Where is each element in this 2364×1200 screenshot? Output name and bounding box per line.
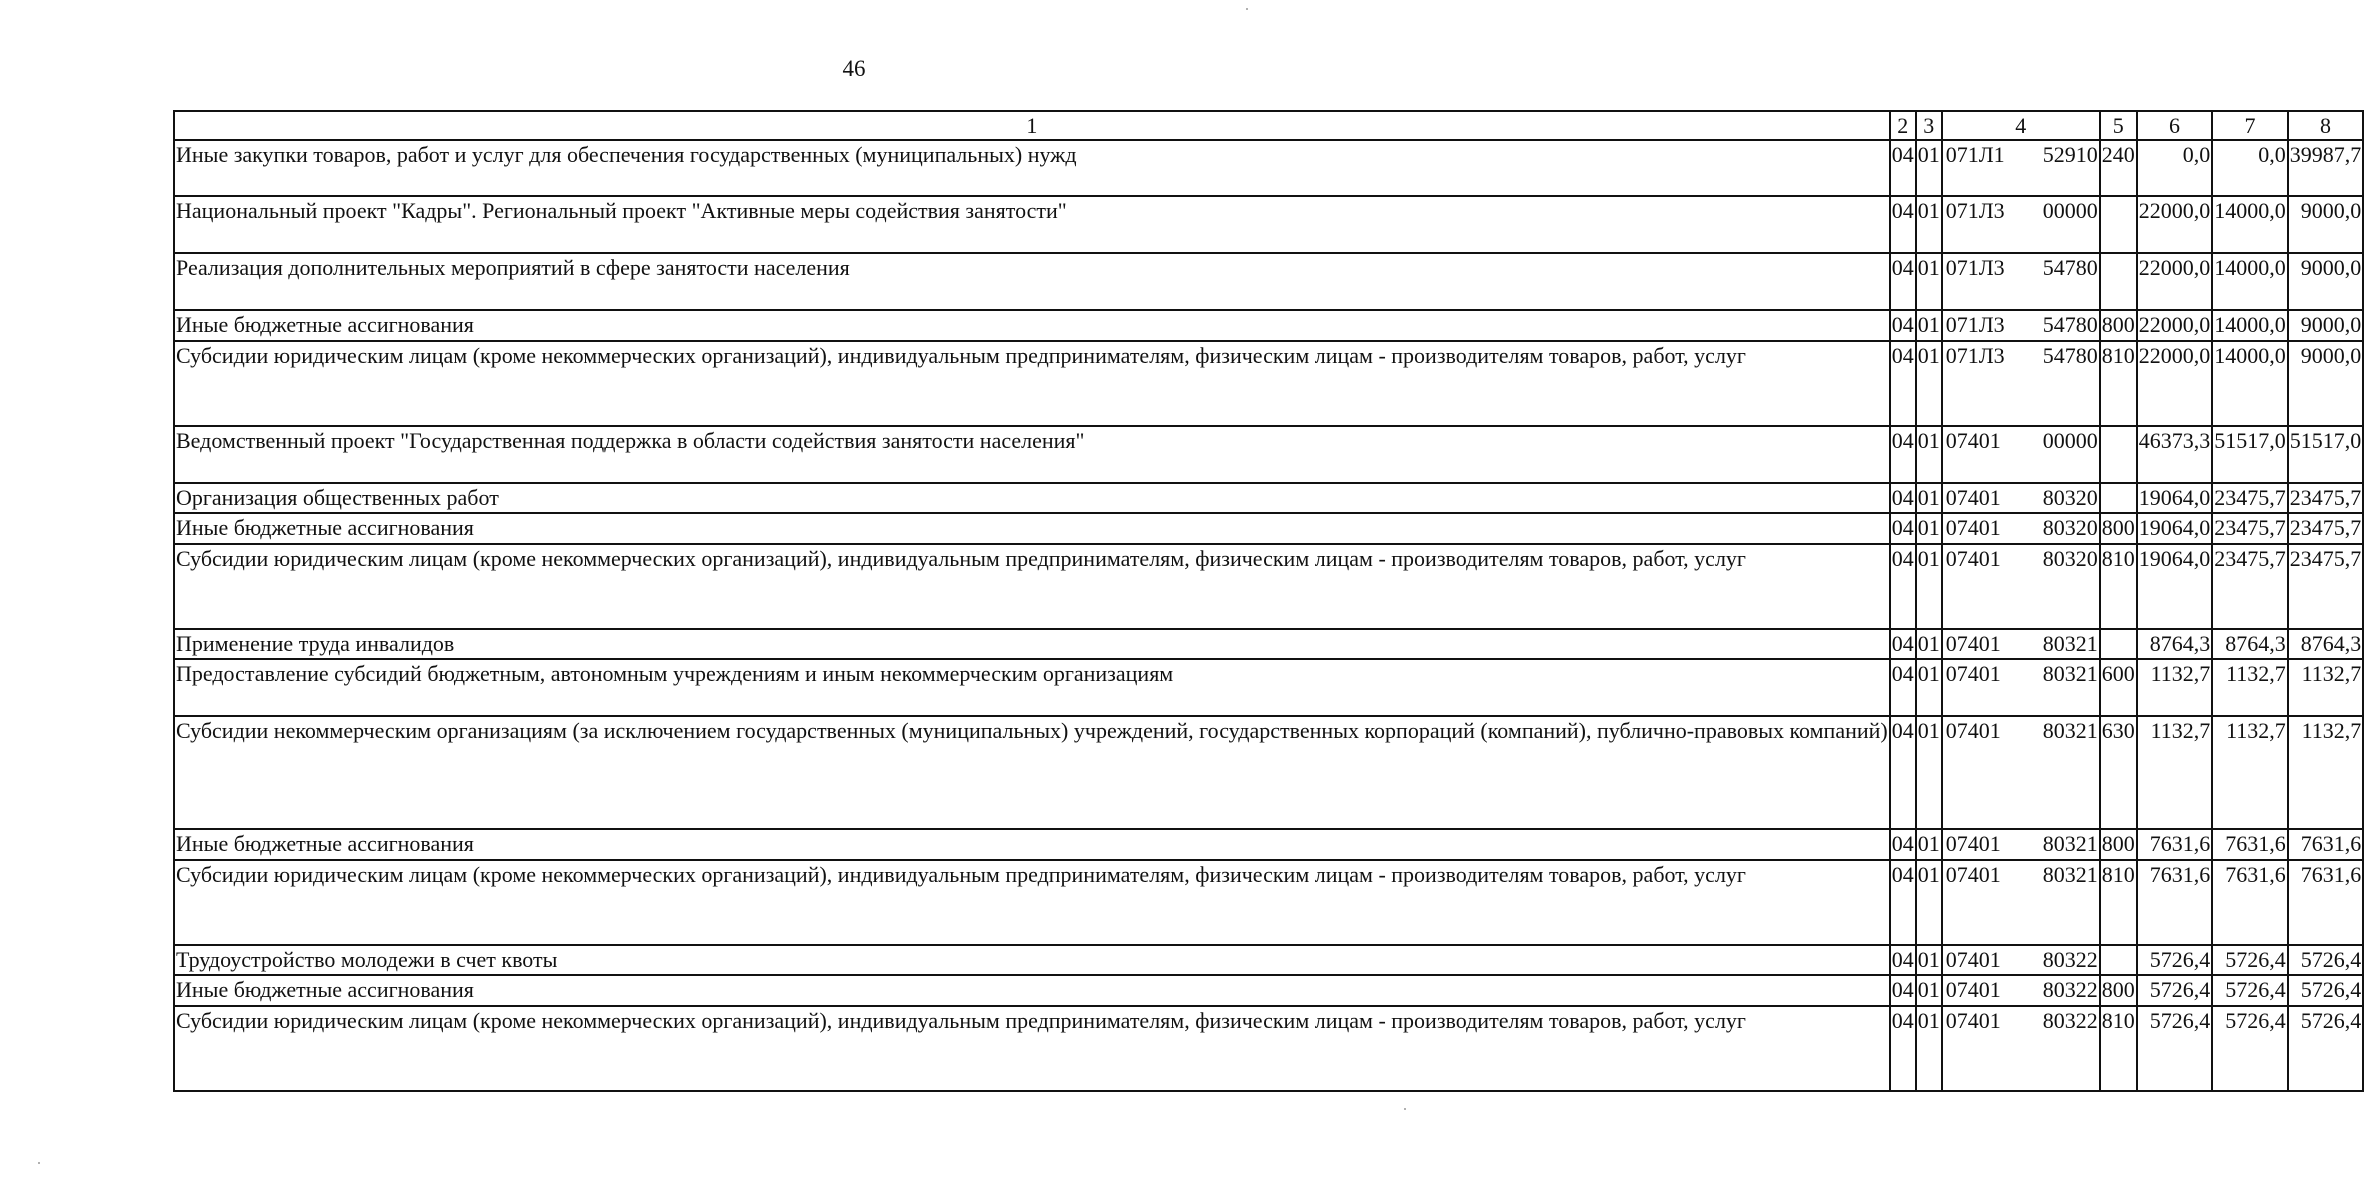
section-code: 04 <box>1890 1006 1916 1091</box>
amount-col-6: 19064,0 <box>2137 513 2213 544</box>
row-name-cell <box>174 659 1890 716</box>
amount-col-6: 7631,6 <box>2137 829 2213 860</box>
section-code: 04 <box>1890 629 1916 660</box>
subsection-code: 01 <box>1916 1006 1942 1091</box>
target-article-cell <box>1942 483 2100 514</box>
amount-col-6: 22000,0 <box>2137 196 2213 253</box>
row-name-cell <box>174 829 1890 860</box>
direction-code: 00000 <box>2042 427 2098 453</box>
program-code: 07401 <box>1945 1007 2001 1033</box>
direction-code: 54780 <box>2042 342 2098 368</box>
section-code: 04 <box>1890 829 1916 860</box>
program-code: 07401 <box>1945 977 2001 1002</box>
amount-col-7: 14000,0 <box>2212 253 2288 310</box>
row-name-cell <box>174 341 1890 426</box>
section-code: 04 <box>1890 426 1916 483</box>
table-row <box>174 716 2363 829</box>
table-row <box>174 483 2363 514</box>
amount-col-7: 23475,7 <box>2212 483 2288 514</box>
amount-col-6: 22000,0 <box>2137 253 2213 310</box>
target-article-cell <box>1942 1006 2100 1091</box>
row-name: Национальный проект "Кадры". Региональный проект "Активные меры содействия занятости" <box>176 198 1067 223</box>
expense-type-code <box>2100 629 2137 660</box>
row-name: Реализация дополнительных мероприятий в сфере занятости населения <box>176 255 850 280</box>
row-name-cell <box>174 310 1890 341</box>
program-code: 07401 <box>1945 661 2001 686</box>
amount-col-6: 1132,7 <box>2137 659 2213 716</box>
table-row <box>174 544 2363 629</box>
amount-col-8: 1132,7 <box>2288 716 2364 829</box>
target-article-cell <box>1942 513 2100 544</box>
amount-col-7: 14000,0 <box>2212 341 2288 426</box>
amount-col-6: 0,0 <box>2137 140 2213 196</box>
expense-type-code: 800 <box>2100 513 2137 544</box>
direction-code: 80321 <box>2042 661 2098 686</box>
expense-type-code: 800 <box>2100 310 2137 341</box>
budget-table <box>173 110 2364 1092</box>
row-name: Трудоустройство молодежи в счет квоты <box>176 946 558 972</box>
direction-code: 52910 <box>2042 142 2098 167</box>
row-name: Субсидии некоммерческим организациям (за исключением государственных (муниципальных) учреждений, государственных корпораций (компаний), публично-правовых компаний) <box>176 718 1888 743</box>
row-name: Иные бюджетные ассигнования <box>176 515 474 540</box>
amount-col-7: 23475,7 <box>2212 544 2288 629</box>
program-code: 07401 <box>1945 831 2001 856</box>
amount-col-8: 9000,0 <box>2288 253 2364 310</box>
expense-type-code: 630 <box>2100 716 2137 829</box>
table-row <box>174 975 2363 1006</box>
table-row <box>174 659 2363 716</box>
row-name-cell <box>174 196 1890 253</box>
row-name-cell <box>174 975 1890 1006</box>
amount-col-8: 1132,7 <box>2288 659 2364 716</box>
expense-type-code <box>2100 945 2137 976</box>
amount-col-7: 7631,6 <box>2212 860 2288 945</box>
direction-code: 80321 <box>2042 861 2098 887</box>
amount-col-8: 5726,4 <box>2288 975 2364 1006</box>
amount-col-8: 9000,0 <box>2288 196 2364 253</box>
expense-type-code: 800 <box>2100 829 2137 860</box>
amount-col-6: 46373,3 <box>2137 426 2213 483</box>
subsection-code: 01 <box>1916 945 1942 976</box>
expense-type-code: 810 <box>2100 860 2137 945</box>
header-cell: 8 <box>2288 111 2364 140</box>
row-name-cell <box>174 483 1890 514</box>
row-name-cell <box>174 945 1890 976</box>
amount-col-7: 51517,0 <box>2212 426 2288 483</box>
direction-code: 80320 <box>2042 515 2098 540</box>
amount-col-6: 5726,4 <box>2137 945 2213 976</box>
header-cell: 7 <box>2212 111 2288 140</box>
header-row <box>174 111 2363 140</box>
row-name: Применение труда инвалидов <box>176 630 455 656</box>
table-row <box>174 513 2363 544</box>
amount-col-8: 9000,0 <box>2288 310 2364 341</box>
table-row <box>174 1006 2363 1091</box>
program-code: 07401 <box>1945 946 2001 972</box>
subsection-code: 01 <box>1916 659 1942 716</box>
amount-col-7: 14000,0 <box>2212 310 2288 341</box>
subsection-code: 01 <box>1916 341 1942 426</box>
section-code: 04 <box>1890 253 1916 310</box>
amount-col-7: 5726,4 <box>2212 945 2288 976</box>
row-name-cell <box>174 426 1890 483</box>
header-cell: 6 <box>2137 111 2213 140</box>
subsection-code: 01 <box>1916 860 1942 945</box>
subsection-code: 01 <box>1916 196 1942 253</box>
row-name-cell <box>174 716 1890 829</box>
subsection-code: 01 <box>1916 975 1942 1006</box>
amount-col-6: 19064,0 <box>2137 483 2213 514</box>
scan-speck <box>1404 1108 1406 1110</box>
row-name: Иные бюджетные ассигнования <box>176 831 474 856</box>
subsection-code: 01 <box>1916 426 1942 483</box>
row-name: Субсидии юридическим лицам (кроме некоммерческих организаций), индивидуальным предпринимателям, физическим лицам - производителям товаров, работ, услуг <box>176 342 1746 368</box>
row-name: Субсидии юридическим лицам (кроме некоммерческих организаций), индивидуальным предпринимателям, физическим лицам - производителям товаров, работ, услуг <box>176 1007 1746 1033</box>
amount-col-8: 8764,3 <box>2288 629 2364 660</box>
direction-code: 54780 <box>2042 312 2098 337</box>
amount-col-6: 8764,3 <box>2137 629 2213 660</box>
subsection-code: 01 <box>1916 310 1942 341</box>
program-code: 07401 <box>1945 484 2001 510</box>
program-code: 07401 <box>1945 545 2001 571</box>
table-row <box>174 140 2363 196</box>
table-row <box>174 829 2363 860</box>
section-code: 04 <box>1890 544 1916 629</box>
subsection-code: 01 <box>1916 253 1942 310</box>
amount-col-8: 39987,7 <box>2288 140 2364 196</box>
amount-col-8: 23475,7 <box>2288 483 2364 514</box>
header-cell: 1 <box>174 111 1890 140</box>
amount-col-8: 51517,0 <box>2288 426 2364 483</box>
target-article-cell <box>1942 975 2100 1006</box>
section-code: 04 <box>1890 196 1916 253</box>
amount-col-6: 19064,0 <box>2137 544 2213 629</box>
program-code: 071Л3 <box>1945 342 2005 368</box>
amount-col-6: 1132,7 <box>2137 716 2213 829</box>
section-code: 04 <box>1890 140 1916 196</box>
target-article-cell <box>1942 341 2100 426</box>
row-name-cell <box>174 629 1890 660</box>
header-cell: 4 <box>1942 111 2100 140</box>
row-name: Ведомственный проект "Государственная поддержка в области содействия занятости населения" <box>176 427 1085 453</box>
amount-col-8: 23475,7 <box>2288 544 2364 629</box>
program-code: 071Л1 <box>1945 142 2005 167</box>
page-number: 46 <box>842 56 866 81</box>
section-code: 04 <box>1890 483 1916 514</box>
amount-col-8: 7631,6 <box>2288 829 2364 860</box>
target-article-cell <box>1942 860 2100 945</box>
header-cell: 2 <box>1890 111 1916 140</box>
row-name-cell <box>174 544 1890 629</box>
amount-col-7: 5726,4 <box>2212 975 2288 1006</box>
amount-col-6: 5726,4 <box>2137 1006 2213 1091</box>
target-article-cell <box>1942 716 2100 829</box>
expense-type-code: 810 <box>2100 1006 2137 1091</box>
scan-speck <box>38 1162 40 1164</box>
amount-col-7: 8764,3 <box>2212 629 2288 660</box>
section-code: 04 <box>1890 975 1916 1006</box>
subsection-code: 01 <box>1916 716 1942 829</box>
expense-type-code: 810 <box>2100 544 2137 629</box>
target-article-cell <box>1942 196 2100 253</box>
table-row <box>174 253 2363 310</box>
target-article-cell <box>1942 629 2100 660</box>
subsection-code: 01 <box>1916 140 1942 196</box>
table-row <box>174 196 2363 253</box>
amount-col-8: 9000,0 <box>2288 341 2364 426</box>
program-code: 07401 <box>1945 630 2001 656</box>
expense-type-code: 600 <box>2100 659 2137 716</box>
direction-code: 80320 <box>2042 545 2098 571</box>
expense-type-code <box>2100 196 2137 253</box>
direction-code: 80321 <box>2042 718 2098 743</box>
amount-col-6: 7631,6 <box>2137 860 2213 945</box>
row-name: Организация общественных работ <box>176 484 499 510</box>
amount-col-7: 23475,7 <box>2212 513 2288 544</box>
scan-speck <box>1246 8 1248 10</box>
target-article-cell <box>1942 253 2100 310</box>
row-name: Субсидии юридическим лицам (кроме некоммерческих организаций), индивидуальным предпринимателям, физическим лицам - производителям товаров, работ, услуг <box>176 861 1746 887</box>
amount-col-7: 1132,7 <box>2212 659 2288 716</box>
amount-col-7: 1132,7 <box>2212 716 2288 829</box>
target-article-cell <box>1942 544 2100 629</box>
row-name: Иные бюджетные ассигнования <box>176 977 474 1002</box>
amount-col-8: 5726,4 <box>2288 1006 2364 1091</box>
row-name-cell <box>174 253 1890 310</box>
table-body <box>174 140 2363 1091</box>
expense-type-code: 240 <box>2100 140 2137 196</box>
expense-type-code <box>2100 483 2137 514</box>
section-code: 04 <box>1890 716 1916 829</box>
row-name: Иные бюджетные ассигнования <box>176 312 474 337</box>
program-code: 07401 <box>1945 515 2001 540</box>
target-article-cell <box>1942 310 2100 341</box>
amount-col-6: 22000,0 <box>2137 310 2213 341</box>
row-name: Субсидии юридическим лицам (кроме некоммерческих организаций), индивидуальным предпринимателям, физическим лицам - производителям товаров, работ, услуг <box>176 545 1746 571</box>
target-article-cell <box>1942 140 2100 196</box>
section-code: 04 <box>1890 513 1916 544</box>
section-code: 04 <box>1890 310 1916 341</box>
table-row <box>174 945 2363 976</box>
target-article-cell <box>1942 829 2100 860</box>
amount-col-6: 22000,0 <box>2137 341 2213 426</box>
row-name-cell <box>174 140 1890 196</box>
amount-col-7: 5726,4 <box>2212 1006 2288 1091</box>
target-article-cell <box>1942 659 2100 716</box>
section-code: 04 <box>1890 945 1916 976</box>
subsection-code: 01 <box>1916 513 1942 544</box>
section-code: 04 <box>1890 341 1916 426</box>
subsection-code: 01 <box>1916 829 1942 860</box>
program-code: 07401 <box>1945 427 2001 453</box>
program-code: 07401 <box>1945 861 2001 887</box>
header-cell: 3 <box>1916 111 1942 140</box>
row-name: Предоставление субсидий бюджетным, автономным учреждениям и иным некоммерческим организациям <box>176 661 1174 686</box>
direction-code: 80322 <box>2042 1007 2098 1033</box>
target-article-cell <box>1942 426 2100 483</box>
target-article-cell <box>1942 945 2100 976</box>
table-row <box>174 310 2363 341</box>
expense-type-code <box>2100 253 2137 310</box>
program-code: 07401 <box>1945 718 2001 743</box>
amount-col-7: 0,0 <box>2212 140 2288 196</box>
expense-type-code <box>2100 426 2137 483</box>
table-row <box>174 860 2363 945</box>
program-code: 071Л3 <box>1945 198 2005 223</box>
amount-col-6: 5726,4 <box>2137 975 2213 1006</box>
direction-code: 80322 <box>2042 977 2098 1002</box>
amount-col-8: 5726,4 <box>2288 945 2364 976</box>
amount-col-7: 14000,0 <box>2212 196 2288 253</box>
header-cell: 5 <box>2100 111 2137 140</box>
amount-col-7: 7631,6 <box>2212 829 2288 860</box>
expense-type-code: 810 <box>2100 341 2137 426</box>
section-code: 04 <box>1890 860 1916 945</box>
table-row <box>174 629 2363 660</box>
program-code: 071Л3 <box>1945 312 2005 337</box>
row-name-cell <box>174 513 1890 544</box>
row-name-cell <box>174 1006 1890 1091</box>
table-row <box>174 341 2363 426</box>
direction-code: 80321 <box>2042 630 2098 656</box>
expense-type-code: 800 <box>2100 975 2137 1006</box>
row-name-cell <box>174 860 1890 945</box>
subsection-code: 01 <box>1916 629 1942 660</box>
amount-col-8: 23475,7 <box>2288 513 2364 544</box>
direction-code: 80320 <box>2042 484 2098 510</box>
table-row <box>174 426 2363 483</box>
subsection-code: 01 <box>1916 483 1942 514</box>
subsection-code: 01 <box>1916 544 1942 629</box>
amount-col-8: 7631,6 <box>2288 860 2364 945</box>
direction-code: 80321 <box>2042 831 2098 856</box>
program-code: 071Л3 <box>1945 255 2005 280</box>
row-name: Иные закупки товаров, работ и услуг для обеспечения государственных (муниципальных) нужд <box>176 142 1077 167</box>
direction-code: 54780 <box>2042 255 2098 280</box>
direction-code: 80322 <box>2042 946 2098 972</box>
direction-code: 00000 <box>2042 198 2098 223</box>
section-code: 04 <box>1890 659 1916 716</box>
